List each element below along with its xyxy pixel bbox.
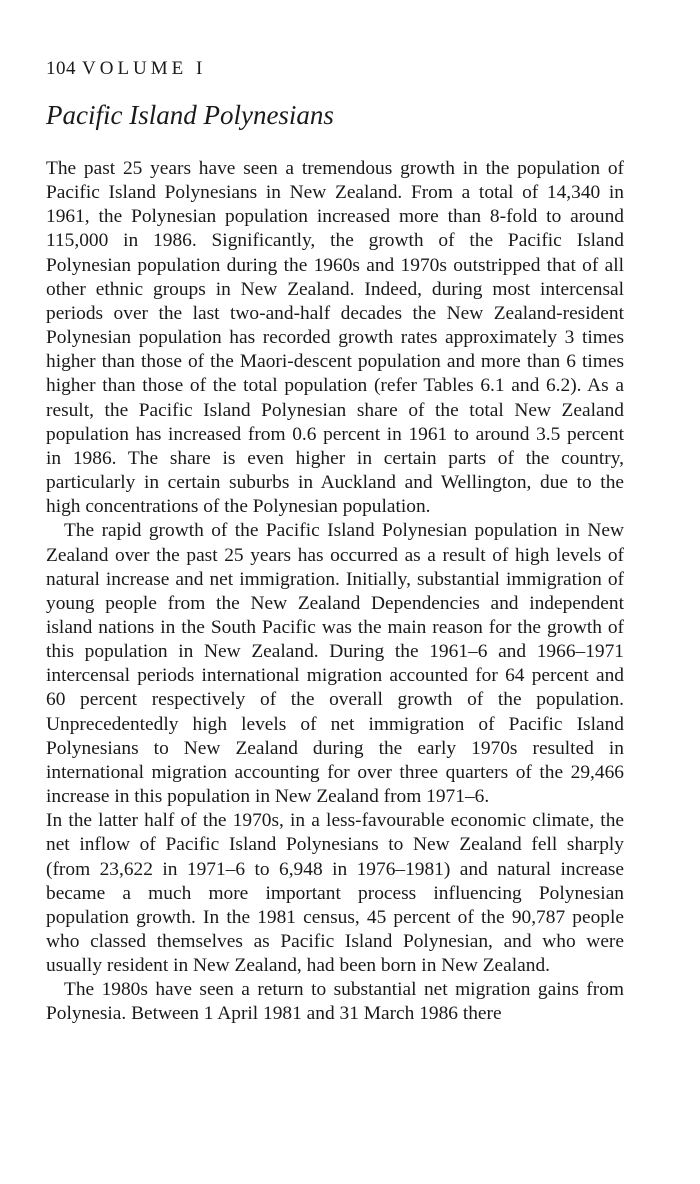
paragraph-4: The 1980s have seen a return to substantial net migration gains from Polynesia. Between 1 April 1981 and 31 March 1986 there: [46, 979, 624, 1025]
paragraph-3: In the latter half of the 1970s, in a less-favourable economic climate, the net inflow of Pacific Island Polynesians to New Zealand fell sharply (from 23,622 in 1971–6 to 6,948 in 1976–1981) and natural increase became a much more important process influencing Polynesian population growth. In the 1981 census, 45 percent of the 90,787 people who classed themselves as Pacific Island Polynesian, and who were usually resident in New Zealand, had been born in New Zealand.: [46, 810, 624, 977]
section-title: Pacific Island Polynesians: [46, 100, 334, 130]
page-number: 104: [46, 58, 76, 79]
volume-label: VOLUME I: [82, 58, 207, 79]
running-head: [46, 58, 206, 80]
paragraph-2: The rapid growth of the Pacific Island Polynesian population in New Zealand over the past 25 years has occurred as a result of high levels of natural increase and net immigration. Initially, substantial immigration of young people from the New Zealand Dependencies and independent island nations in the South Pacific was the main reason for the growth of this population in New Zealand. During the 1961–6 and 1966–1971 intercensal periods international migration accounted for 64 percent and 60 percent respectively of the overall growth of the population. Unprecedentedly high levels of net immigration of Pacific Island Polynesians to New Zealand during the early 1970s resulted in international migration accounting for over three quarters of the 29,466 increase in this population in New Zealand from 1971–6.: [46, 520, 624, 808]
paragraph-1: The past 25 years have seen a tremendous growth in the population of Pacific Island Polynesians in New Zealand. From a total of 14,340 in 1961, the Polynesian population increased more than 8-fold to around 115,000 in 1986. Significantly, the growth of the Pacific Island Polynesian population during the 1960s and 1970s outstripped that of all other ethnic groups in New Zealand. Indeed, during most intercensal periods over the last two-and-half decades the New Zealand-resident Polynesian population has recorded growth rates approximately 3 times higher than those of the Maori-descent population and more than 6 times higher than those of the total population (refer Tables 6.1 and 6.2). As a result, the Pacific Island Polynesian share of the total New Zealand population has increased from 0.6 percent in 1961 to around 3.5 percent in 1986. The share is even higher in certain parts of the country, particularly in certain suburbs in Auckland and Wellington, due to the high concentrations of the Polynesian population.: [46, 158, 624, 518]
body-text: [46, 157, 624, 1027]
